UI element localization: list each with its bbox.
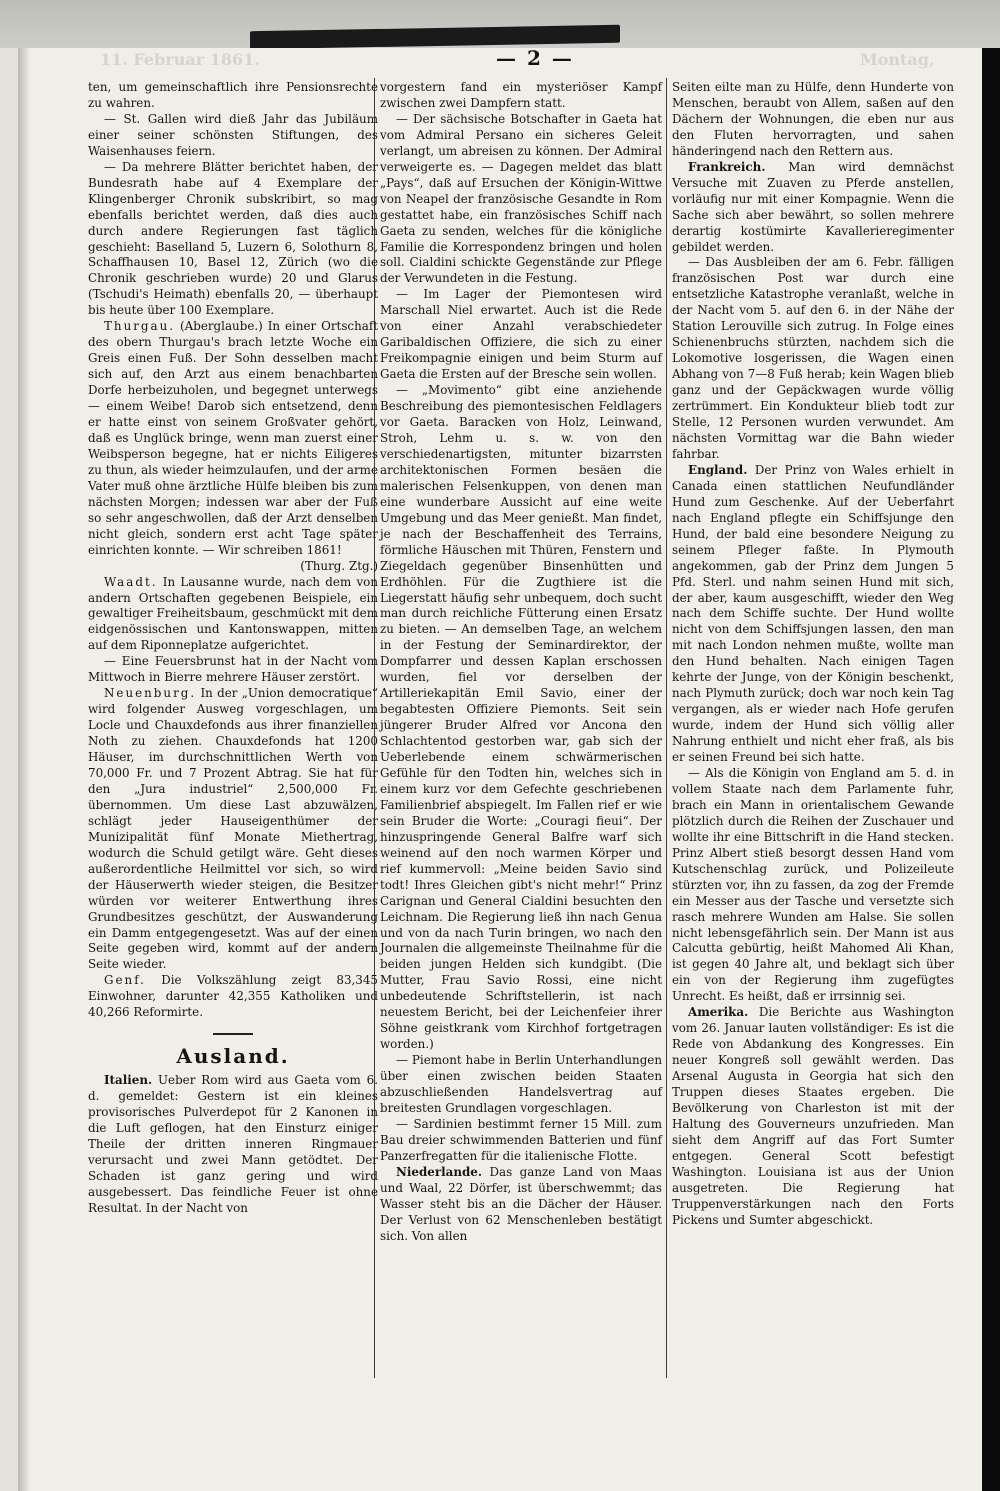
column-3 — [672, 80, 954, 1229]
england-body: Der Prinz von Wales erhielt in Canada einen stattlichen Neufundländer Hund zum Geschenke. Auf der Ueberfahrt nach England pflegte ein Schiffsjunge den Hund, der bald eine besondere Neigung zu seinem Pfleger faßte. In Plymouth angekommen, gab der Prinz dem Jungen 5 Pfd. Sterl. und nahm seinen Hund mit sich, der aber, kaum ausgeschifft, wieder den Weg nach dem Schiffe suchte. Der Hund wollte nicht von dem Schiffsjungen lassen, den man mit nach London nehmen mußte, wollte man den Hund behalten. Nach einigen Tagen kehrte der Junge, von der Königin beschenkt, nach Plymuth zurück; doch war noch kein Tag vergangen, als er wieder nach Hofe gerufen wurde, indem der Hund sich völlig aller Nahrung enthielt und nicht eher fraß, als bis er seinen Freund bei sich hatte. — [672, 462, 955, 765]
waadt-body: In Lausanne wurde, nach dem von andern Ortschaften gegebenen Beispiele, ein gewaltiger Freiheitsbaum, geschmückt mit dem eidgenössischen und Kantonswappen, mitten auf dem Riponneplatze aufgerichtet. — [88, 574, 379, 653]
genf-body: Die Volkszählung zeigt 83,345 Einwohner, darunter 42,355 Katholiken und 40,266 Reformirte. — [88, 973, 378, 1020]
frankreich-heading: Frankreich. — [688, 159, 766, 174]
col2-para-3: — Im Lager der Piemontesen wird Marschall Niel erwartet. Auch ist die Rede von einer Anzahl verabschiedeter Garibaldischen Offiziere, die sich zu einer Freikompagnie einigen und beim Sturm auf Gaeta die Ersten auf der Bresche sein wollen. — [380, 287, 662, 382]
neuenburg-heading: Neuenburg. — [104, 686, 197, 701]
thurgau-source: (Thurg. Ztg.) — [300, 558, 378, 573]
col3-frankreich — [672, 160, 954, 256]
column-1 — [88, 80, 378, 1217]
amerika-body: Die Berichte aus Washington vom 26. Januar lauten vollständiger: Es ist die Rede von Abdankung des Kongresses. Ein neuer Kongreß soll gewählt werden. Das Arsenal Augusta in Georgia hat sich den Truppen dieses Staates ergeben. Die Bevölkerung von Charleston ist mit der Haltung des Gouverneurs unzufrieden. Man sieht dem Angriff auf das Fort Sumter entgegen. General Scott befestigt Washington. Louisiana ist aus der Union ausgetreten. Die Regierung hat Truppenverstärkungen nach den Forts Pickens und Sumter abgeschickt. — [672, 1005, 954, 1227]
niederlande-body: Das ganze Land von Maas und Waal, 22 Dörfer, ist überschwemmt; das Wasser steht bis an die Dächer der Häuser. Der Verlust von 62 Menschenleben bestätigt sich. Von allen — [380, 1164, 663, 1243]
col3-amerika — [672, 1005, 954, 1228]
col1-para-fire: — Eine Feuersbrunst hat in der Nacht vom Mittwoch in Bierre mehrere Häuser zerstört. — [88, 654, 378, 685]
col2-para-1: vorgestern fand ein mysteriöser Kampf zwischen zwei Dampfern statt. — [380, 80, 662, 110]
right-dark-edge — [982, 48, 1000, 1491]
bleed-through-header-left: 11. Februar 1861. — [100, 50, 260, 69]
col2-niederlande — [380, 1165, 662, 1245]
england-heading: England. — [688, 462, 748, 477]
col2-para-6: — Sardinien bestimmt ferner 15 Mill. zum Bau dreier schwimmenden Batterien und fünf Panzerfregatten für die italienische Flotte. — [380, 1116, 662, 1163]
thurgau-body: In einer Ortschaft des obern Thurgau's brach letzte Woche ein Greis einen Fuß. Der Sohn desselben macht sich auf, den Arzt aus einem benachbarten Dorfe herbeizuholen, und begegnet unterwegs — einem Weibe! Darob sich entsetzend, denn er hatte einst von seinem Großvater gehört, daß es Unglück bringe, wenn man zuerst einer Weibsperson begegne, hat er nichts Eiligeres zu thun, als wieder heimzulaufen, und der arme Vater muß ohne ärztliche Hülfe bleiben bis zum nächsten Morgen; indessen war aber der Fuß so sehr angeschwollen, daß der Arzt denselben nicht gleich, sondern erst acht Tage später einrichten konnte. — Wir schreiben 1861! — [88, 319, 379, 557]
frankreich-body: Man wird demnächst Versuche mit Zuaven zu Pferde anstellen, vorläufig nur mit einer Kompagnie. Wenn die Sache sich aber bewährt, so sollen mehrere derartig kostümirte Kavallerieregimenter gebildet werden. — [672, 159, 954, 254]
col3-para-3: — Das Ausbleiben der am 6. Febr. fälligen französischen Post war durch eine entsetzliche Katastrophe veranlaßt, welche in der Nacht vom 5. auf den 6. in der Nähe der Station Lerouville sich zutrug. In Folge eines Schienenbruchs stürzten, nachdem sich die Lokomotive losgerissen, die Wagen einen Abhang von 7—8 Fuß herab; kein Wagen blieb ganz und der Gepäckwagen wurde völlig zertrümmert. Ein Kondukteur blieb todt zur Stelle, 12 Personen wurden verwundet. Am nächsten Vormittag war die Bahn wieder fahrbar. — [672, 255, 954, 461]
neuenburg-body: In der „Union democratique“ wird folgender Ausweg vorgeschlagen, um Locle und Chauxdefonds aus ihrer finanziellen Noth zu ziehen. Chauxdefonds hat 1200 Häuser, im durchschnittlichen Werth von 70,000 Fr. und 7 Prozent Abtrag. Sie hat für den „Jura industriel“ 2,500,000 Fr. übernommen. Um diese Last abzuwälzen, schlägt jeder Hauseigenthümer der Munizipalität fünf Monate Miethertrag, wodurch die Schuld getilgt wäre. Geht dieses außerordentliche Heilmittel vor sich, so wird der Häuserwerth wieder steigen, die Besitzer würden vor weiterer Entwerthung ihres Grundbesitzes geschützt, der Auswanderung ein Damm entgegengesetzt. Was auf der einen Seite gegeben wird, kommt auf der andern Seite wieder. — [88, 686, 379, 972]
amerika-heading: Amerika. — [688, 1005, 749, 1020]
section-heading-ausland: Ausland. — [176, 1044, 290, 1069]
waadt-heading: Waadt. — [104, 574, 158, 589]
col2-para-4: — „Movimento“ gibt eine anziehende Beschreibung des piemontesischen Feldlagers vor Gaeta. Baracken von Holz, Leinwand, Stroh, Lehm u. s. w. von den verschiedenartigsten, mitunter bizarrsten architektonischen Formen besäen die malerischen Felsenkuppen, von denen man eine wunderbare Aussicht auf eine weite Umgebung und das Meer genießt. Man findet, je nach der Beschaffenheit des Terrains, förmliche Häuschen mit Thüren, Fenstern und Ziegeldach gegenüber Binsenhütten und Erdhöhlen. Für die Zugthiere ist die Liegerstatt häufig sehr unbequem, doch sucht man durch reichliche Fütterung einen Ersatz zu bieten. — An demselben Tage, an welchem in der Festung der Seminardirektor, der Dompfarrer und dessen Kaplan erschossen wurden, fiel vor derselben der Artilleriekapitän Emil Savio, einer der begabtesten Offiziere Piemonts. Seit sein jüngerer Bruder Alfred vor Ancona den Schlachtentod gestorben war, gab sich der Ueberlebende einem schwärmerischen Gefühle für den Todten hin, welches sich in einem kurz vor dem Gefechte geschriebenen Familienbrief abspiegelt. Im Fallen rief er wie sein Bruder die Worte: „Couragi fieui“. Der hinzuspringende General Balfre warf sich weinend auf den noch warmen Körper und rief kummervoll: „Meine beiden Savio sind todt! Ihres Gleichen gibt's nicht mehr!“ Prinz Carignan und General Cialdini besuchten den Leichnam. Die Regierung ließ ihn nach Genua und von da nach Turin bringen, wo nach den Journalen die allgemeinste Theilnahme für die beiden jungen Helden sich kundgibt. (Die Mutter, Frau Savio Rossi, eine nicht unbedeutende Schriftstellerin, ist nach neuestem Bericht, bei der Leichenfeier ihrer Söhne geistkrank vom Kirchhof fortgetragen worden.) — [380, 383, 662, 1052]
col1-neuenburg — [88, 686, 378, 973]
col2-para-5: — Piemont habe in Berlin Unterhandlungen über einen zwischen beiden Staaten abzuschließenden Handelsvertrag auf breitesten Grundlagen vorgeschlagen. — [380, 1053, 662, 1115]
section-separator — [213, 1033, 253, 1035]
col1-italien — [88, 1073, 378, 1217]
col1-para-1: ten, um gemeinschaftlich ihre Pensionsrechte zu wahren. — [88, 80, 378, 110]
column-2 — [380, 80, 662, 1245]
col3-england — [672, 463, 954, 766]
col3-para-1: Seiten eilte man zu Hülfe, denn Hunderte von Menschen, beraubt von Allem, saßen auf den Dächern der Wohnungen, die eben nur aus den Fluten hervorragten, und sahen händeringend nach den Rettern aus. — [672, 80, 954, 158]
col1-genf — [88, 973, 378, 1021]
col1-para-3: — Da mehrere Blätter berichtet haben, der Bundesrath habe auf 4 Exemplare der Klingenberger Chronik subskribirt, so mag ebenfalls berichtet werden, daß dies auch durch andere Regierungen fast täglich geschieht: Baselland 5, Luzern 6, Solothurn 8, Schaffhausen 10, Basel 12, Zürich (wo die Chronik geschrieben wurde) 20 und Glarus (Tschudi's Heimath) ebenfalls 20, — überhaupt bis heute über 100 Exemplare. — [88, 159, 378, 318]
italien-body: Ueber Rom wird aus Gaeta vom 6. d. gemeldet: Gestern ist ein kleines provisorisches Pulverdepot für 2 Kanonen in die Luft geflogen, hat den Einsturz einiger Theile der dritten inneren Ringmauer verursacht und zwei Mann getödtet. Der Schaden ist ganz gering und wird ausgebessert. Das feindliche Feuer ist ohne Resultat. In der Nacht von — [88, 1073, 379, 1215]
italien-heading: Italien. — [104, 1073, 153, 1088]
bleed-through-header-right: Montag, — [860, 50, 935, 69]
column-rule-2 — [666, 78, 667, 1378]
page-number: — 2 — — [496, 46, 574, 70]
thurgau-subheading: (Aberglaube.) — [180, 319, 263, 334]
col2-para-2: — Der sächsische Botschafter in Gaeta hat vom Admiral Persano ein sicheres Geleit verlangt, um abreisen zu können. Der Admiral verweigerte es. — Dagegen meldet das blatt „Pays“, daß auf Ersuchen der Königin-Wittwe von Neapel der französische Gesandte in Rom gestattet habe, ein französisches Schiff nach Gaeta zu senden, welches für die königliche Familie die Korrespondenz bringen und holen soll. Cialdini schickte Gegenstände zur Pflege der Verwundeten in die Festung. — [380, 111, 662, 286]
col1-para-2: — St. Gallen wird dieß Jahr das Jubiläum einer seiner schönsten Stiftungen, des Waisenhauses feiern. — [88, 111, 378, 158]
niederlande-heading: Niederlande. — [396, 1164, 482, 1179]
thurgau-heading: Thurgau. — [104, 319, 176, 334]
col1-thurgau — [88, 319, 378, 558]
col3-para-5: — Als die Königin von England am 5. d. in vollem Staate nach dem Parlamente fuhr, brach ein Mann in orientalischem Gewande plötzlich durch die Reihen der Zuschauer und wollte ihr eine Bittschrift in die Hand stecken. Prinz Albert stieß besorgt dessen Hand vom Kutschenschlag zurück, und Polizeileute stürzten vor, ihn zu fassen, da zog der Fremde ein Messer aus der Tasche und versetzte sich rasch mehrere Wunden am Halse. Sie sollen nicht lebensgefährlich sein. Der Mann ist aus Calcutta gebürtig, heißt Mahomed Ali Khan, ist gegen 40 Jahre alt, und beklagt sich über ein von der Regierung ihm zugefügtes Unrecht. Es heißt, daß er irrsinnig sei. — [672, 765, 954, 1004]
genf-heading: Genf. — [104, 973, 146, 988]
col1-waadt — [88, 575, 378, 655]
page-gutter-shadow — [18, 48, 30, 1491]
